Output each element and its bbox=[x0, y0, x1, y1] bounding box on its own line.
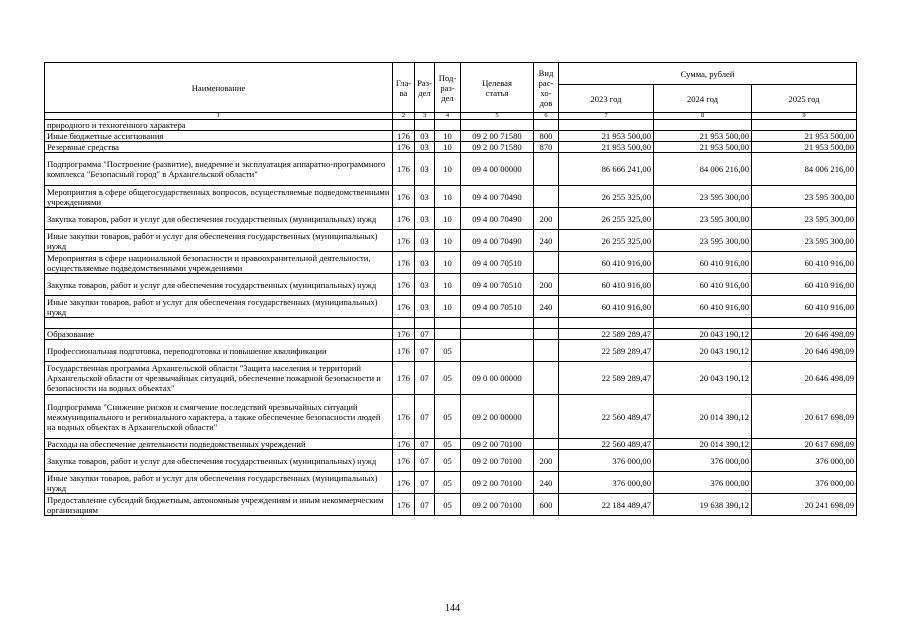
header-glava: Гла- ва bbox=[393, 63, 415, 113]
row-vid: 200 bbox=[534, 208, 559, 230]
row-target bbox=[461, 318, 534, 329]
header-podrazdel: Под- раз- дел bbox=[435, 63, 461, 113]
row-name: Мероприятия в сфере национальной безопасности и правоохранительной деятельности, осуществляемые подведомственными учреждениями bbox=[45, 252, 393, 274]
row-razdel bbox=[415, 120, 435, 131]
row-glava: 176 bbox=[393, 208, 415, 230]
row-razdel: 03 bbox=[415, 296, 435, 318]
row-sum-2023 bbox=[559, 318, 654, 329]
row-razdel: 07 bbox=[415, 340, 435, 362]
row-podrazdel: 10 bbox=[435, 153, 461, 186]
row-sum-2023: 26 255 325,00 bbox=[559, 186, 654, 208]
row-podrazdel: 05 bbox=[435, 395, 461, 439]
row-podrazdel: 10 bbox=[435, 186, 461, 208]
row-sum-2025: 60 410 916,00 bbox=[752, 274, 857, 296]
row-glava: 176 bbox=[393, 450, 415, 472]
row-sum-2023: 22 589 289,47 bbox=[559, 329, 654, 340]
row-glava: 176 bbox=[393, 395, 415, 439]
row-sum-2024: 23 595 300,00 bbox=[654, 186, 752, 208]
row-razdel bbox=[415, 318, 435, 329]
row-target: 09 2 00 70100 bbox=[461, 494, 534, 516]
row-glava bbox=[393, 318, 415, 329]
row-target: 09 4 00 70510 bbox=[461, 296, 534, 318]
row-name: Подпрограмма "Построение (развитие), внедрение и эксплуатация аппаратно-программного комплекса "Безопасный город" в Архангельской области" bbox=[45, 153, 393, 186]
header-vid: Вид рас- хо- дов bbox=[534, 63, 559, 113]
header-2023: 2023 год bbox=[559, 85, 654, 113]
row-sum-2024: 23 595 300,00 bbox=[654, 208, 752, 230]
row-glava: 176 bbox=[393, 329, 415, 340]
table-row bbox=[45, 494, 857, 516]
row-sum-2024 bbox=[654, 120, 752, 131]
row-razdel: 07 bbox=[415, 450, 435, 472]
row-name: Иные закупки товаров, работ и услуг для обеспечения государственных (муниципальных) нужд bbox=[45, 296, 393, 318]
row-name: природного и техногенного характера bbox=[45, 120, 393, 131]
row-razdel: 03 bbox=[415, 208, 435, 230]
row-sum-2024: 20 043 190,12 bbox=[654, 340, 752, 362]
row-glava: 176 bbox=[393, 186, 415, 208]
row-podrazdel: 10 bbox=[435, 252, 461, 274]
table-row bbox=[45, 120, 857, 131]
row-razdel: 07 bbox=[415, 472, 435, 494]
row-podrazdel: 05 bbox=[435, 340, 461, 362]
row-target: 09 2 00 70100 bbox=[461, 439, 534, 450]
header-2025: 2025 год bbox=[752, 85, 857, 113]
budget-table-sheet bbox=[44, 62, 856, 516]
row-name: Иные бюджетные ассигнования bbox=[45, 131, 393, 142]
row-sum-2023: 60 410 916,00 bbox=[559, 296, 654, 318]
header-sum: Сумма, рублей bbox=[559, 63, 857, 85]
column-number: 7 bbox=[559, 113, 654, 120]
row-sum-2023: 22 589 289,47 bbox=[559, 362, 654, 395]
row-name: Профессиональная подготовка, переподготовка и повышение квалификации bbox=[45, 340, 393, 362]
row-name: Иные закупки товаров, работ и услуг для обеспечения государственных (муниципальных) нужд bbox=[45, 472, 393, 494]
row-name: Закупка товаров, работ и услуг для обеспечения государственных (муниципальных) нужд bbox=[45, 208, 393, 230]
row-sum-2024: 21 953 500,00 bbox=[654, 142, 752, 153]
row-sum-2025 bbox=[752, 318, 857, 329]
row-target: 09 0 00 00000 bbox=[461, 362, 534, 395]
row-razdel: 03 bbox=[415, 274, 435, 296]
table-row bbox=[45, 142, 857, 153]
row-target: 09 2 00 71580 bbox=[461, 131, 534, 142]
row-razdel: 03 bbox=[415, 230, 435, 252]
row-podrazdel: 05 bbox=[435, 450, 461, 472]
row-vid bbox=[534, 362, 559, 395]
row-vid bbox=[534, 439, 559, 450]
row-vid bbox=[534, 395, 559, 439]
row-podrazdel bbox=[435, 120, 461, 131]
row-vid: 240 bbox=[534, 472, 559, 494]
row-sum-2023: 22 184 489,47 bbox=[559, 494, 654, 516]
row-sum-2025: 21 953 500,00 bbox=[752, 131, 857, 142]
table-row bbox=[45, 439, 857, 450]
row-sum-2024: 23 595 300,00 bbox=[654, 230, 752, 252]
row-sum-2025: 20 617 698,09 bbox=[752, 395, 857, 439]
row-glava: 176 bbox=[393, 274, 415, 296]
row-vid bbox=[534, 329, 559, 340]
row-razdel: 03 bbox=[415, 142, 435, 153]
row-sum-2025: 20 646 498,09 bbox=[752, 329, 857, 340]
row-target bbox=[461, 120, 534, 131]
row-razdel: 03 bbox=[415, 186, 435, 208]
row-razdel: 07 bbox=[415, 362, 435, 395]
row-razdel: 03 bbox=[415, 252, 435, 274]
row-sum-2023: 22 589 289,47 bbox=[559, 340, 654, 362]
row-razdel: 07 bbox=[415, 329, 435, 340]
table-row bbox=[45, 472, 857, 494]
row-vid: 240 bbox=[534, 230, 559, 252]
row-glava: 176 bbox=[393, 340, 415, 362]
row-vid: 200 bbox=[534, 450, 559, 472]
row-vid: 870 bbox=[534, 142, 559, 153]
row-sum-2025: 60 410 916,00 bbox=[752, 296, 857, 318]
column-number-row bbox=[45, 113, 857, 120]
row-glava: 176 bbox=[393, 494, 415, 516]
row-sum-2023: 376 000,00 bbox=[559, 450, 654, 472]
row-sum-2024 bbox=[654, 318, 752, 329]
row-podrazdel: 10 bbox=[435, 208, 461, 230]
row-name: Государственная программа Архангельской области "Защита населения и территорий Архангельской области от чрезвычайных ситуаций, обеспечение пожарной безопасности и безопасности на водных объектах" bbox=[45, 362, 393, 395]
table-row bbox=[45, 329, 857, 340]
row-sum-2023: 21 953 500,00 bbox=[559, 142, 654, 153]
row-sum-2025: 20 617 698,09 bbox=[752, 439, 857, 450]
header-target: Целевая статья bbox=[461, 63, 534, 113]
row-name: Иные закупки товаров, работ и услуг для обеспечения государственных (муниципальных) нужд bbox=[45, 230, 393, 252]
row-vid bbox=[534, 252, 559, 274]
row-sum-2025: 60 410 916,00 bbox=[752, 252, 857, 274]
row-sum-2023: 22 560 489,47 bbox=[559, 395, 654, 439]
row-target: 09 2 00 70100 bbox=[461, 450, 534, 472]
row-glava: 176 bbox=[393, 142, 415, 153]
row-vid bbox=[534, 340, 559, 362]
row-name: Образование bbox=[45, 329, 393, 340]
row-sum-2023: 26 255 325,00 bbox=[559, 230, 654, 252]
row-podrazdel: 10 bbox=[435, 142, 461, 153]
row-glava bbox=[393, 120, 415, 131]
row-vid bbox=[534, 186, 559, 208]
row-sum-2025: 20 646 498,09 bbox=[752, 340, 857, 362]
header-2024: 2024 год bbox=[654, 85, 752, 113]
row-name: Резервные средства bbox=[45, 142, 393, 153]
row-podrazdel bbox=[435, 329, 461, 340]
row-glava: 176 bbox=[393, 362, 415, 395]
row-podrazdel: 05 bbox=[435, 362, 461, 395]
row-podrazdel: 05 bbox=[435, 494, 461, 516]
column-number: 1 bbox=[45, 113, 393, 120]
column-number: 8 bbox=[654, 113, 752, 120]
table-row bbox=[45, 153, 857, 186]
row-sum-2024: 19 638 390,12 bbox=[654, 494, 752, 516]
row-target: 09 2 00 00000 bbox=[461, 395, 534, 439]
row-sum-2025: 20 646 498,09 bbox=[752, 362, 857, 395]
row-vid bbox=[534, 153, 559, 186]
row-sum-2023: 22 560 489,47 bbox=[559, 439, 654, 450]
row-vid bbox=[534, 318, 559, 329]
table-row bbox=[45, 186, 857, 208]
row-name: Расходы на обеспечение деятельности подведомственных учреждений bbox=[45, 439, 393, 450]
table-row bbox=[45, 230, 857, 252]
row-glava: 176 bbox=[393, 131, 415, 142]
table-row bbox=[45, 395, 857, 439]
row-sum-2024: 20 043 190,12 bbox=[654, 329, 752, 340]
row-glava: 176 bbox=[393, 296, 415, 318]
table-row bbox=[45, 318, 857, 329]
row-name: Закупка товаров, работ и услуг для обеспечения государственных (муниципальных) нужд bbox=[45, 274, 393, 296]
row-sum-2024: 60 410 916,00 bbox=[654, 274, 752, 296]
row-vid bbox=[534, 120, 559, 131]
row-podrazdel: 10 bbox=[435, 296, 461, 318]
table-row bbox=[45, 252, 857, 274]
row-target: 09 4 00 70490 bbox=[461, 186, 534, 208]
row-glava: 176 bbox=[393, 439, 415, 450]
row-glava: 176 bbox=[393, 472, 415, 494]
row-sum-2025: 20 241 698,09 bbox=[752, 494, 857, 516]
row-sum-2023: 60 410 916,00 bbox=[559, 274, 654, 296]
table-row bbox=[45, 362, 857, 395]
row-name: Закупка товаров, работ и услуг для обеспечения государственных (муниципальных) нужд bbox=[45, 450, 393, 472]
row-target: 09 4 00 70510 bbox=[461, 274, 534, 296]
row-target: 09 4 00 70510 bbox=[461, 252, 534, 274]
row-glava: 176 bbox=[393, 230, 415, 252]
row-podrazdel: 05 bbox=[435, 439, 461, 450]
row-sum-2025: 21 953 500,00 bbox=[752, 142, 857, 153]
row-glava: 176 bbox=[393, 153, 415, 186]
row-target: 09 4 00 00000 bbox=[461, 153, 534, 186]
row-sum-2023: 376 000,00 bbox=[559, 472, 654, 494]
table-row bbox=[45, 274, 857, 296]
row-razdel: 03 bbox=[415, 131, 435, 142]
row-razdel: 07 bbox=[415, 439, 435, 450]
row-vid: 240 bbox=[534, 296, 559, 318]
row-sum-2025: 376 000,00 bbox=[752, 450, 857, 472]
column-number: 4 bbox=[435, 113, 461, 120]
row-podrazdel: 10 bbox=[435, 274, 461, 296]
row-name: Мероприятия в сфере общегосударственных вопросов, осуществляемые подведомственными учреждениями bbox=[45, 186, 393, 208]
row-sum-2024: 20 014 390,12 bbox=[654, 439, 752, 450]
row-sum-2024: 20 043 190,12 bbox=[654, 362, 752, 395]
row-sum-2025: 376 000,00 bbox=[752, 472, 857, 494]
row-sum-2024: 20 014 390,12 bbox=[654, 395, 752, 439]
budget-table bbox=[44, 62, 857, 516]
table-body bbox=[45, 113, 857, 516]
row-name: Подпрограмма "Снижение рисков и смягчение последствий чрезвычайных ситуаций межмуниципального и регионального характера, а также обеспечение безопасности людей на водных объектах в Архангельской области" bbox=[45, 395, 393, 439]
row-sum-2023: 60 410 916,00 bbox=[559, 252, 654, 274]
row-sum-2024: 60 410 916,00 bbox=[654, 296, 752, 318]
row-sum-2024: 60 410 916,00 bbox=[654, 252, 752, 274]
column-number: 3 bbox=[415, 113, 435, 120]
row-target: 09 4 00 70490 bbox=[461, 230, 534, 252]
row-sum-2023 bbox=[559, 120, 654, 131]
row-name bbox=[45, 318, 393, 329]
row-glava: 176 bbox=[393, 252, 415, 274]
row-sum-2024: 376 000,00 bbox=[654, 450, 752, 472]
row-sum-2024: 21 953 500,00 bbox=[654, 131, 752, 142]
page-number: 144 bbox=[445, 603, 460, 614]
row-podrazdel: 10 bbox=[435, 230, 461, 252]
row-target bbox=[461, 329, 534, 340]
row-vid: 600 bbox=[534, 494, 559, 516]
header-razdel: Раз- дел bbox=[415, 63, 435, 113]
row-razdel: 03 bbox=[415, 153, 435, 186]
row-razdel: 07 bbox=[415, 395, 435, 439]
table-row bbox=[45, 450, 857, 472]
column-number: 2 bbox=[393, 113, 415, 120]
row-sum-2023: 21 953 500,00 bbox=[559, 131, 654, 142]
row-target: 09 2 00 71580 bbox=[461, 142, 534, 153]
table-row bbox=[45, 340, 857, 362]
row-target bbox=[461, 340, 534, 362]
row-sum-2025 bbox=[752, 120, 857, 131]
row-podrazdel: 10 bbox=[435, 131, 461, 142]
row-podrazdel bbox=[435, 318, 461, 329]
row-sum-2025: 84 006 216,00 bbox=[752, 153, 857, 186]
row-target: 09 2 00 70100 bbox=[461, 472, 534, 494]
table-row bbox=[45, 296, 857, 318]
table-row bbox=[45, 131, 857, 142]
column-number: 5 bbox=[461, 113, 534, 120]
table-row bbox=[45, 208, 857, 230]
header-name: Наименование bbox=[45, 63, 393, 113]
row-sum-2025: 23 595 300,00 bbox=[752, 230, 857, 252]
row-sum-2023: 86 666 241,00 bbox=[559, 153, 654, 186]
row-vid: 800 bbox=[534, 131, 559, 142]
row-podrazdel: 05 bbox=[435, 472, 461, 494]
row-sum-2023: 26 255 325,00 bbox=[559, 208, 654, 230]
column-number: 6 bbox=[534, 113, 559, 120]
row-name: Предоставление субсидий бюджетным, автономным учреждениям и иным некоммерческим организациям bbox=[45, 494, 393, 516]
row-sum-2024: 84 006 216,00 bbox=[654, 153, 752, 186]
row-sum-2024: 376 000,00 bbox=[654, 472, 752, 494]
row-vid: 200 bbox=[534, 274, 559, 296]
row-sum-2025: 23 595 300,00 bbox=[752, 208, 857, 230]
row-sum-2025: 23 595 300,00 bbox=[752, 186, 857, 208]
row-razdel: 07 bbox=[415, 494, 435, 516]
row-target: 09 4 00 70490 bbox=[461, 208, 534, 230]
column-number: 9 bbox=[752, 113, 857, 120]
